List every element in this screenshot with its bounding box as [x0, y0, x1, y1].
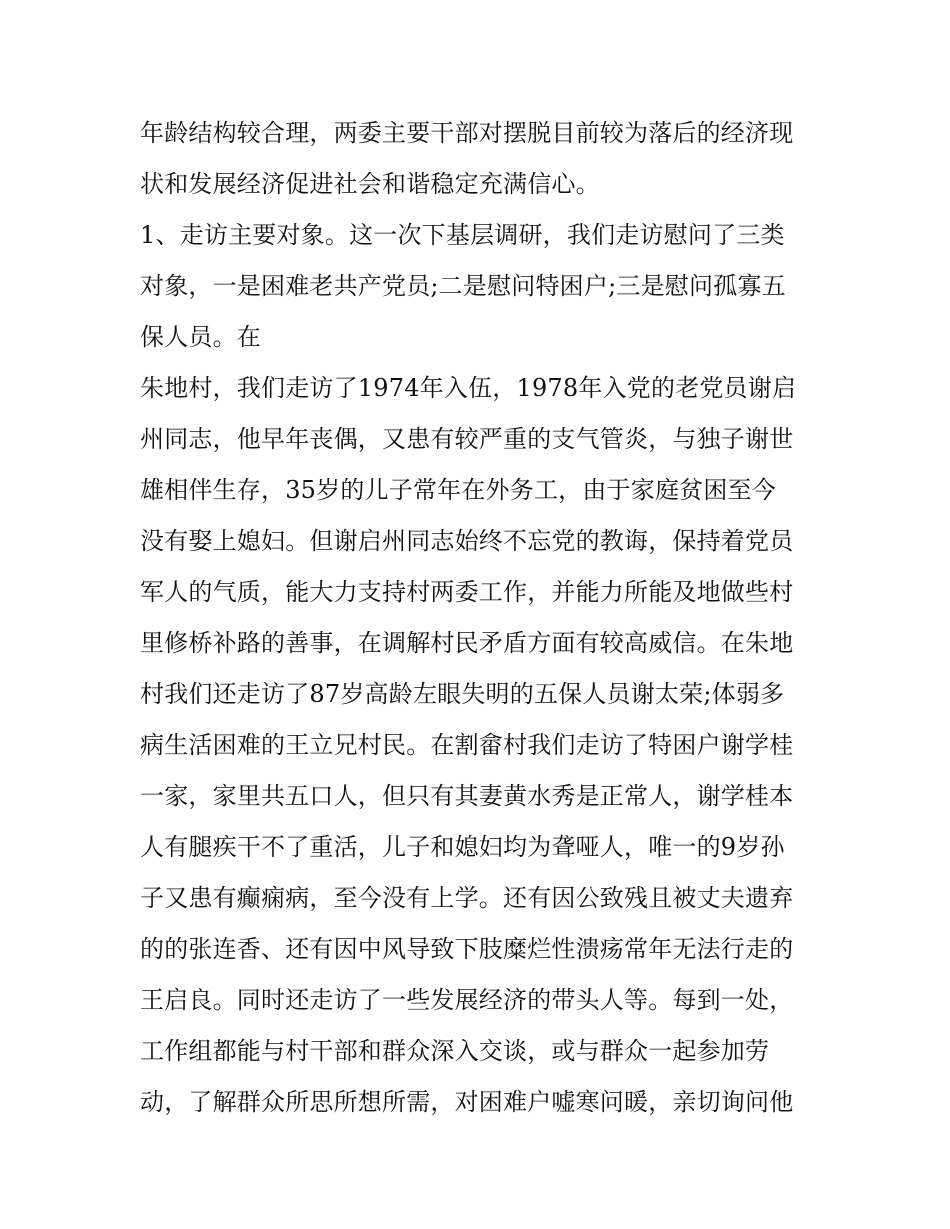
text-line: 子又患有癫痫病，至今没有上学。还有因公致残且被丈夫遗弃: [140, 884, 794, 912]
text-line: 年龄结构较合理，两委主要干部对摆脱目前较为落后的经济现: [140, 119, 794, 147]
text-line: 保人员。在: [140, 323, 261, 351]
text-line: 村我们还走访了87岁高龄左眼失明的五保人员谢太荣;体弱多: [140, 680, 785, 708]
text-line: 动，了解群众所思所想所需，对困难户嘘寒问暖，亲切询问他: [140, 1088, 794, 1116]
text-line: 状和发展经济促进社会和谐稳定充满信心。: [140, 170, 600, 198]
text-line: 的的张连香、还有因中风导致下肢糜烂性溃疡常年无法行走的: [140, 935, 794, 963]
text-line: 工作组都能与村干部和群众深入交谈，或与群众一起参加劳: [140, 1037, 770, 1065]
text-line: 没有娶上媳妇。但谢启州同志始终不忘党的教诲，保持着党员: [140, 527, 794, 555]
text-line: 朱地村，我们走访了1974年入伍，1978年入党的老党员谢启: [140, 374, 797, 402]
text-line: 1、走访主要对象。这一次下基层调研，我们走访慰问了三类: [140, 221, 785, 249]
text-line: 里修桥补路的善事，在调解村民矛盾方面有较高威信。在朱地: [140, 629, 794, 657]
text-line: 雄相伴生存，35岁的儿子常年在外务工，由于家庭贫困至今: [140, 476, 776, 504]
text-line: 王启良。同时还走访了一些发展经济的带头人等。每到一处，: [140, 986, 794, 1014]
text-line: 病生活困难的王立兄村民。在割畲村我们走访了特困户谢学桂: [140, 731, 794, 759]
text-line: 州同志，他早年丧偶，又患有较严重的支气管炎，与独子谢世: [140, 425, 794, 453]
text-line: 军人的气质，能大力支持村两委工作，并能力所能及地做些村: [140, 578, 794, 606]
text-line: 人有腿疾干不了重活，儿子和媳妇均为聋哑人，唯一的9岁孙: [140, 833, 785, 861]
text-line: 一家，家里共五口人，但只有其妻黄水秀是正常人，谢学桂本: [140, 782, 794, 810]
body-text: [140, 108, 820, 1128]
text-line: 对象，一是困难老共产党员;二是慰问特困户;三是慰问孤寡五: [140, 272, 786, 300]
